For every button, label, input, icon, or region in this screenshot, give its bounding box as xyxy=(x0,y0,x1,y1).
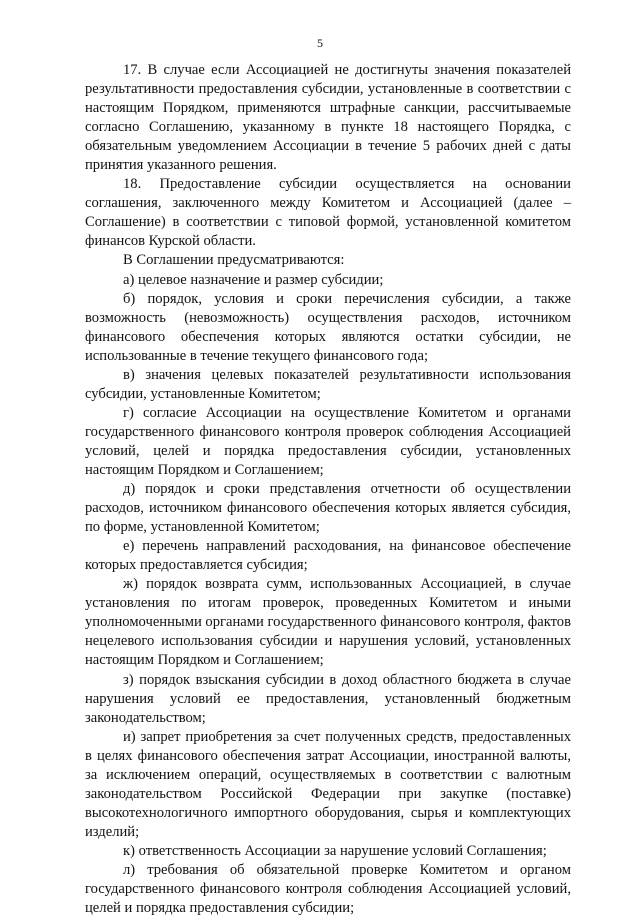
document-body xyxy=(85,61,571,918)
agreement-provisions-intro: В Соглашении предусматриваются: xyxy=(123,252,345,269)
list-item-d: д) порядок и сроки представления отчетности об осуществлении расходов, источником финансового обеспечения которых является субсидия, по форме, установленной Комитетом; xyxy=(85,481,571,536)
list-item-a: а) целевое назначение и размер субсидии; xyxy=(123,271,384,288)
list-item-b: б) порядок, условия и сроки перечисления субсидии, а также возможность (невозможность) осуществления расходов, источником финансового обеспечения которых являются остатки субсидии, не использованные в течение текущего финансового года; xyxy=(85,290,571,364)
list-item-e: е) перечень направлений расходования, на финансовое обеспечение которых предоставляется субсидия; xyxy=(85,538,571,574)
list-item-l: л) требования об обязательной проверке Комитетом и органом государственного финансового контроля соблюдения Ассоциацией условий, целей и порядка предоставления субсидии; xyxy=(85,861,571,917)
list-item-v: в) значения целевых показателей результативности использования субсидии, установленные Комитетом; xyxy=(85,366,571,402)
list-item-z: з) порядок взыскания субсидии в доход областного бюджета в случае нарушения условий ее предоставления, установленный бюджетным законодательством; xyxy=(85,671,571,726)
page-number: 5 xyxy=(317,36,323,50)
paragraph-17-penalties: 17. В случае если Ассоциацией не достигнуты значения показателей результативности предоставления субсидии, установленные в соответствии с настоящим Порядком, применяются штрафные санкции, рассчитываемые согласно Соглашению, указанному в пункте 18 настоящего Порядка, с обязательным уведомлением Ассоциации в течение 5 рабочих дней с даты принятия указанного решения. xyxy=(85,62,571,174)
list-item-k: к) ответственность Ассоциации за нарушение условий Соглашения; xyxy=(123,842,547,859)
paragraph-18-agreement: 18. Предоставление субсидии осуществляется на основании соглашения, заключенного между Комитетом и Ассоциацией (далее – Соглашение) в соответствии с типовой формой, установленной комитетом финансов Курской области. xyxy=(85,176,571,250)
list-item-i: и) запрет приобретения за счет полученных средств, предоставленных в целях финансового обеспечения затрат Ассоциации, иностранной валюты, за исключением операций, осуществляемых в соответствии с валютным законодательством Российской Федерации при закупке (поставке) высокотехнологичного импортного оборудования, сырья и комплектующих изделий; xyxy=(85,728,571,840)
list-item-zh: ж) порядок возврата сумм, использованных Ассоциацией, в случае установления по итогам проверок, проведенных Комитетом и иными уполномоченными органами государственного финансового контроля, фактов нецелевого использования субсидии и нарушения условий, установленных настоящим Порядком и Соглашением; xyxy=(85,576,571,669)
list-item-g: г) согласие Ассоциации на осуществление Комитетом и органами государственного финансового контроля проверок соблюдения Ассоциацией условий, целей и порядка предоставления субсидии, установленных настоящим Порядком и Соглашением; xyxy=(85,404,571,478)
